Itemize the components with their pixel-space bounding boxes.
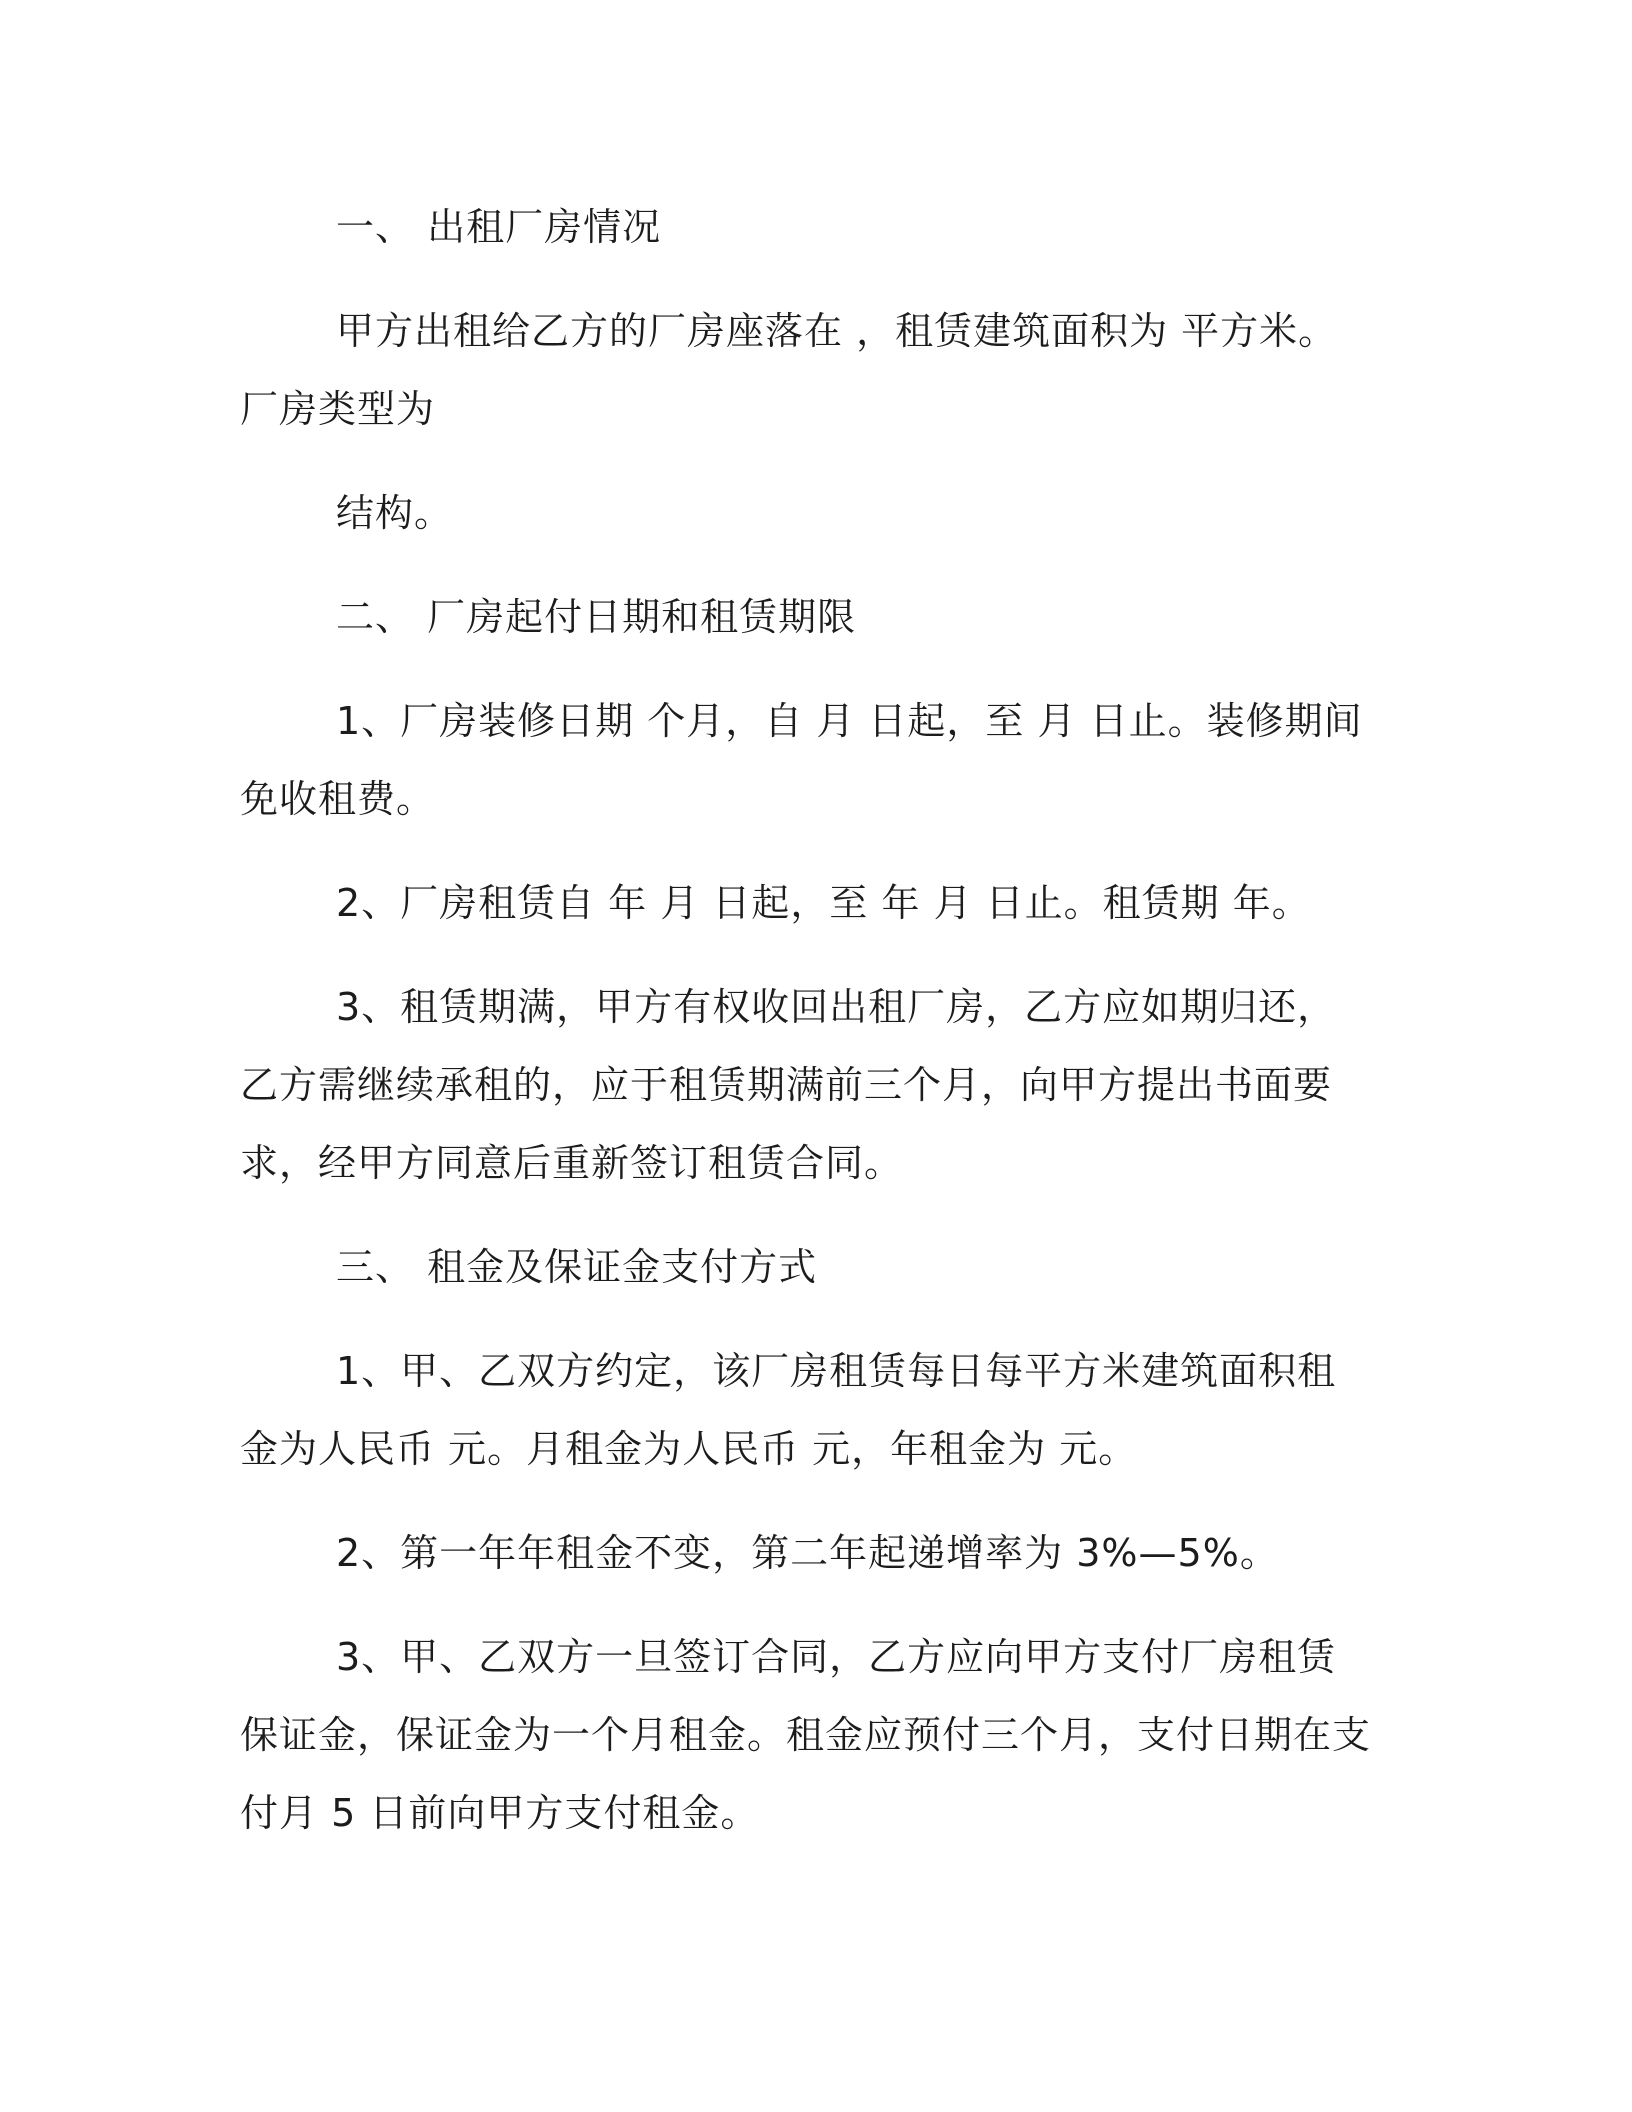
section-heading-3: 三、 租金及保证金支付方式 [336,1245,818,1289]
paragraph-2-2: 2、厂房租赁自 年 月 日起，至 年 月 日止。租赁期 年。 [336,881,1311,925]
paragraph-1-1: 甲方出租给乙方的厂房座落在 ，租赁建筑面积为 平方米。厂房类型为 [240,309,1338,431]
paragraph-3-3: 3、甲、乙双方一旦签订合同，乙方应向甲方支付厂房租赁保证金，保证金为一个月租金。租金应预付三个月，支付日期在支付月 5 日前向甲方支付租金。 [240,1635,1372,1835]
section-heading-1: 一、 出租厂房情况 [336,205,662,249]
paragraph-1-2: 结构。 [336,491,454,535]
paragraph-2-3: 3、租赁期满，甲方有权收回出租厂房，乙方应如期归还，乙方需继续承租的，应于租赁期满前三个月，向甲方提出书面要求，经甲方同意后重新签订租赁合同。 [240,985,1337,1185]
paragraph-3-1: 1、甲、乙双方约定，该厂房租赁每日每平方米建筑面积租金为人民币 元。月租金为人民币 元，年租金为 元。 [240,1349,1337,1471]
section-heading-2: 二、 厂房起付日期和租赁期限 [336,595,857,639]
paragraph-2-1: 1、厂房装修日期 个月，自 月 日起，至 月 日止。装修期间免收租费。 [240,699,1363,821]
paragraph-3-2: 2、第一年年租金不变，第二年起递增率为 3%—5%。 [336,1531,1279,1575]
document-body [240,188,1372,1852]
